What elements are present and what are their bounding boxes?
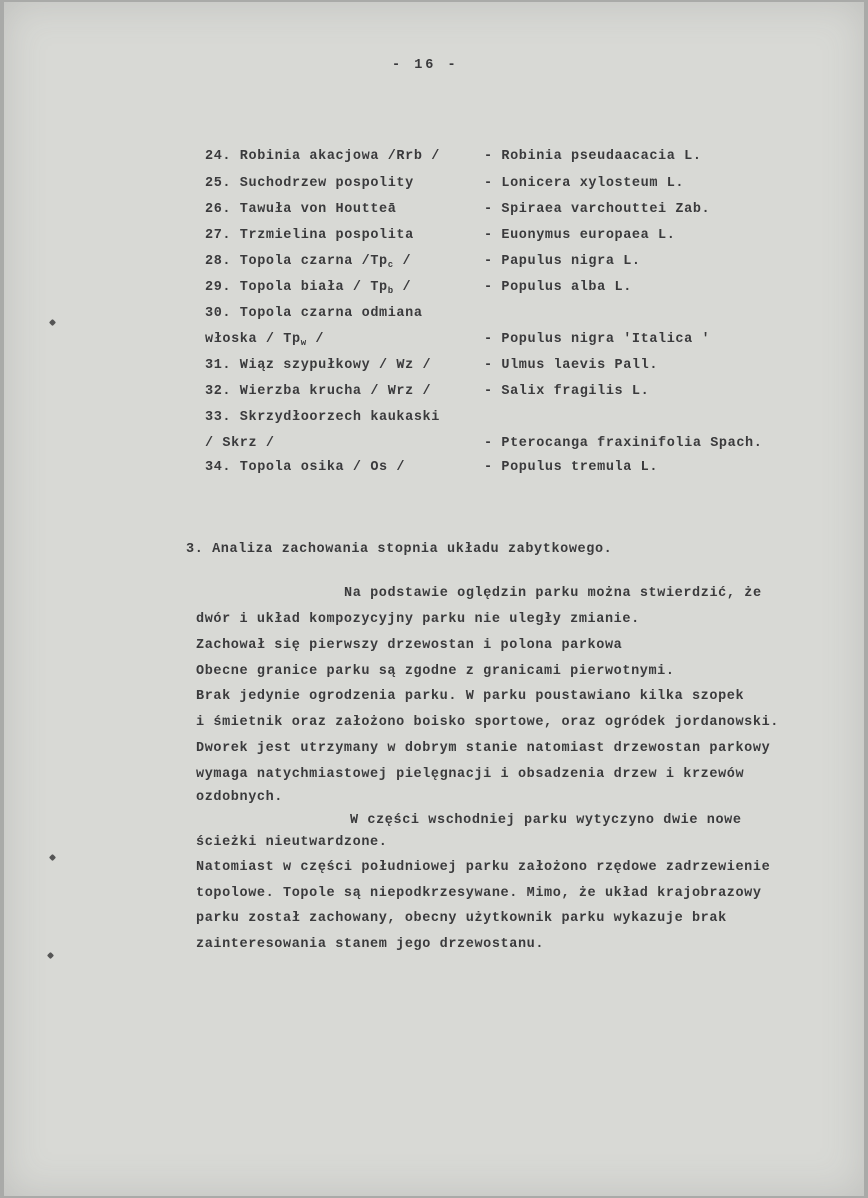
species-latin-name: - Euonymus europaea L. — [484, 228, 676, 243]
section-heading: 3. Analiza zachowania stopnia układu zabytkowego. — [186, 542, 613, 557]
paragraph-line: Natomiast w części południowej parku założono rzędowe zadrzewienie — [196, 860, 771, 875]
species-polish-name: / Skrz / — [205, 436, 275, 451]
species-latin-name: - Populus alba L. — [484, 280, 632, 295]
species-polish-name: 31. Wiąz szypułkowy / Wz / — [205, 358, 432, 373]
species-polish-name: 33. Skrzydłoorzech kaukaski — [205, 410, 440, 425]
paragraph-line: wymaga natychmiastowej pielęgnacji i obsadzenia drzew i krzewów — [196, 767, 745, 782]
paragraph-line: ozdobnych. — [196, 790, 284, 805]
paragraph-line: topolowe. Topole są niepodkrzesywane. Mimo, że układ krajobrazowy — [196, 886, 762, 901]
species-latin-name: - Spiraea varchouttei Zab. — [484, 202, 711, 217]
species-polish-name: 27. Trzmielina pospolita — [205, 228, 414, 243]
species-polish-name: 28. Topola czarna $/Tp_c$ / — [205, 254, 412, 270]
species-latin-name: - Ulmus laevis Pall. — [484, 358, 659, 373]
document-page — [4, 2, 864, 1196]
paragraph-line: Na podstawie oględzin parku można stwierdzić, że — [344, 586, 762, 601]
paragraph-line: ścieżki nieutwardzone. — [196, 835, 388, 850]
paragraph-line: Zachował się pierwszy drzewostan i polona parkowa — [196, 638, 623, 653]
species-polish-name: 25. Suchodrzew pospolity — [205, 176, 414, 191]
species-polish-name: 32. Wierzba krucha / Wrz / — [205, 384, 432, 399]
species-polish-name: 30. Topola czarna odmiana — [205, 306, 423, 321]
species-latin-name: - Populus tremula L. — [484, 460, 659, 475]
page-number: - 16 - — [392, 58, 459, 73]
species-latin-name: - Pterocanga fraxinifolia Spach. — [484, 436, 763, 451]
punch-mark — [49, 854, 56, 861]
species-latin-name: - Papulus nigra L. — [484, 254, 641, 269]
species-latin-name: - Populus nigra 'Italica ' — [484, 332, 711, 347]
species-polish-name: 34. Topola osika / Os / — [205, 460, 406, 475]
species-latin-name: - Lonicera xylosteum L. — [484, 176, 685, 191]
species-polish-name: 24. Robinia akacjowa /Rrb / — [205, 149, 440, 164]
species-polish-name: 26. Tawuła von Houtteā — [205, 202, 397, 217]
paragraph-line: i śmietnik oraz założono boisko sportowe, oraz ogródek jordanowski. — [196, 715, 779, 730]
species-polish-name: 29. Topola biała / $Tp_b$ / — [205, 280, 412, 296]
paragraph-line: Brak jedynie ogrodzenia parku. W parku poustawiano kilka szopek — [196, 689, 745, 704]
paragraph-line: W części wschodniej parku wytyczyno dwie nowe — [350, 813, 742, 828]
species-latin-name: - Salix fragilis L. — [484, 384, 650, 399]
punch-mark — [47, 952, 54, 959]
paragraph-line: dwór i układ kompozycyjny parku nie uległy zmianie. — [196, 612, 640, 627]
punch-mark — [49, 319, 56, 326]
species-latin-name: - Robinia pseudaacacia L. — [484, 149, 702, 164]
paragraph-line: parku został zachowany, obecny użytkownik parku wykazuje brak — [196, 911, 727, 926]
paragraph-line: Dworek jest utrzymany w dobrym stanie natomiast drzewostan parkowy — [196, 741, 771, 756]
species-polish-name: włoska / $Tp_w$ / — [205, 332, 325, 348]
paragraph-line: zainteresowania stanem jego drzewostanu. — [196, 937, 545, 952]
paragraph-line: Obecne granice parku są zgodne z granicami pierwotnymi. — [196, 664, 675, 679]
